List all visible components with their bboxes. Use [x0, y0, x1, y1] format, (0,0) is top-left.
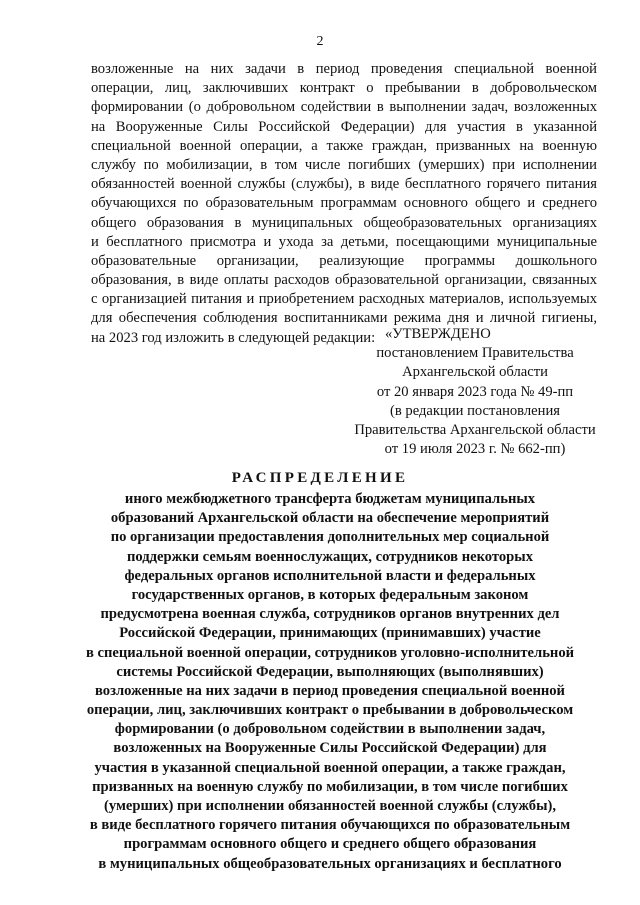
body-line: возложенные на них задачи в период проведения специальной военной	[91, 61, 597, 77]
heading-line: операции, лиц, заключивших контракт о пребывании в добровольческом	[86, 702, 574, 719]
heading-line: образований Архангельской области на обеспечение мероприятий	[110, 510, 550, 527]
body-line: обязанностей военной службы (службы), в виде бесплатного горячего питания	[91, 176, 597, 193]
heading-line: возложенных на Вооруженные Силы Российской Федерации) для	[113, 740, 547, 757]
body-line: общего образования в муниципальных общеобразовательных организациях	[91, 214, 597, 231]
heading-line: формировании (о добровольном содействии в выполнении задач,	[114, 721, 546, 738]
body-line: образования, в виде оплаты расходов образовательной организации, связанных	[91, 272, 597, 289]
heading-line: призванных на военную службу по мобилизации, в том числе погибших	[92, 778, 568, 795]
heading-line: (умерших) при исполнении обязанностей военной службы (службы),	[104, 798, 556, 814]
heading-line: по организации предоставления дополнительных мер социальной	[110, 529, 550, 546]
approval-stamp-block	[330, 325, 620, 459]
document-title: РАСПРЕДЕЛЕНИЕ	[231, 470, 409, 486]
heading-line: иного межбюджетного трансферта бюджетам муниципальных	[124, 491, 536, 507]
body-line: образовательные организации, реализующие программы дошкольного	[91, 252, 597, 269]
body-line: для обеспечения соблюдения воспитанниками режима дня и личной гигиены,	[91, 310, 597, 327]
approval-line: «УТВЕРЖДЕНО	[385, 326, 491, 342]
page-number: 2	[316, 34, 324, 49]
heading-line: в специальной военной операции, сотрудников уголовно-исполнительной	[85, 644, 575, 661]
heading-line: системы Российской Федерации, выполняющих (выполнявших)	[116, 663, 544, 680]
heading-line: поддержки семьям военнослужащих, сотрудников некоторых	[126, 548, 533, 565]
approval-line: (в редакции постановления	[390, 402, 560, 419]
heading-line: Российской Федерации, принимающих (принимавших) участие	[119, 625, 541, 642]
approval-line: Архангельской области	[402, 364, 548, 381]
heading-line: федеральных органов исполнительной власти и федеральных	[124, 567, 536, 584]
body-line: операции, лиц, заключивших контракт о пребывании в добровольческом	[91, 80, 597, 97]
heading-line: программам основного общего и среднего общего образования	[123, 836, 537, 853]
body-paragraph	[91, 60, 597, 348]
heading-line: государственных органов, в которых федеральным законом	[131, 586, 529, 603]
heading-line: предусмотрена военная служба, сотрудников органов внутренних дел	[100, 606, 560, 623]
heading-line: участия в указанной специальной военной операции, а также граждан,	[94, 759, 566, 776]
body-line: на Вооруженные Силы Российской Федерации) для участия в указанной	[91, 118, 597, 135]
approval-line: от 20 января 2023 года № 49-пп	[376, 383, 574, 400]
distribution-heading	[60, 490, 600, 874]
heading-line: в виде бесплатного горячего питания обучающихся по образовательным	[89, 817, 571, 834]
body-line: обучающихся по образовательным программам основного общего и среднего	[91, 195, 597, 212]
approval-line: Правительства Архангельской области	[354, 421, 596, 438]
approval-line: от 19 июля 2023 г. № 662-пп)	[384, 441, 566, 458]
body-line: службу по мобилизации, в том числе погибших (умерших) при исполнении	[91, 156, 597, 173]
body-line: и бесплатного присмотра и ухода за детьми, посещающими муниципальные	[91, 233, 597, 250]
heading-line: в муниципальных общеобразовательных организациях и бесплатного	[98, 855, 562, 872]
heading-line: возложенные на них задачи в период проведения специальной военной	[95, 682, 565, 699]
body-line: специальной военной операции, а также граждан, призванных на военную	[91, 137, 597, 154]
body-line: на 2023 год изложить в следующей редакции:	[91, 329, 376, 346]
body-line: формировании (о добровольном содействии в выполнении задач, возложенных	[91, 99, 597, 116]
approval-line: постановлением Правительства	[376, 345, 574, 362]
body-line: с организацией питания и приобретением расходных материалов, используемых	[91, 291, 597, 308]
